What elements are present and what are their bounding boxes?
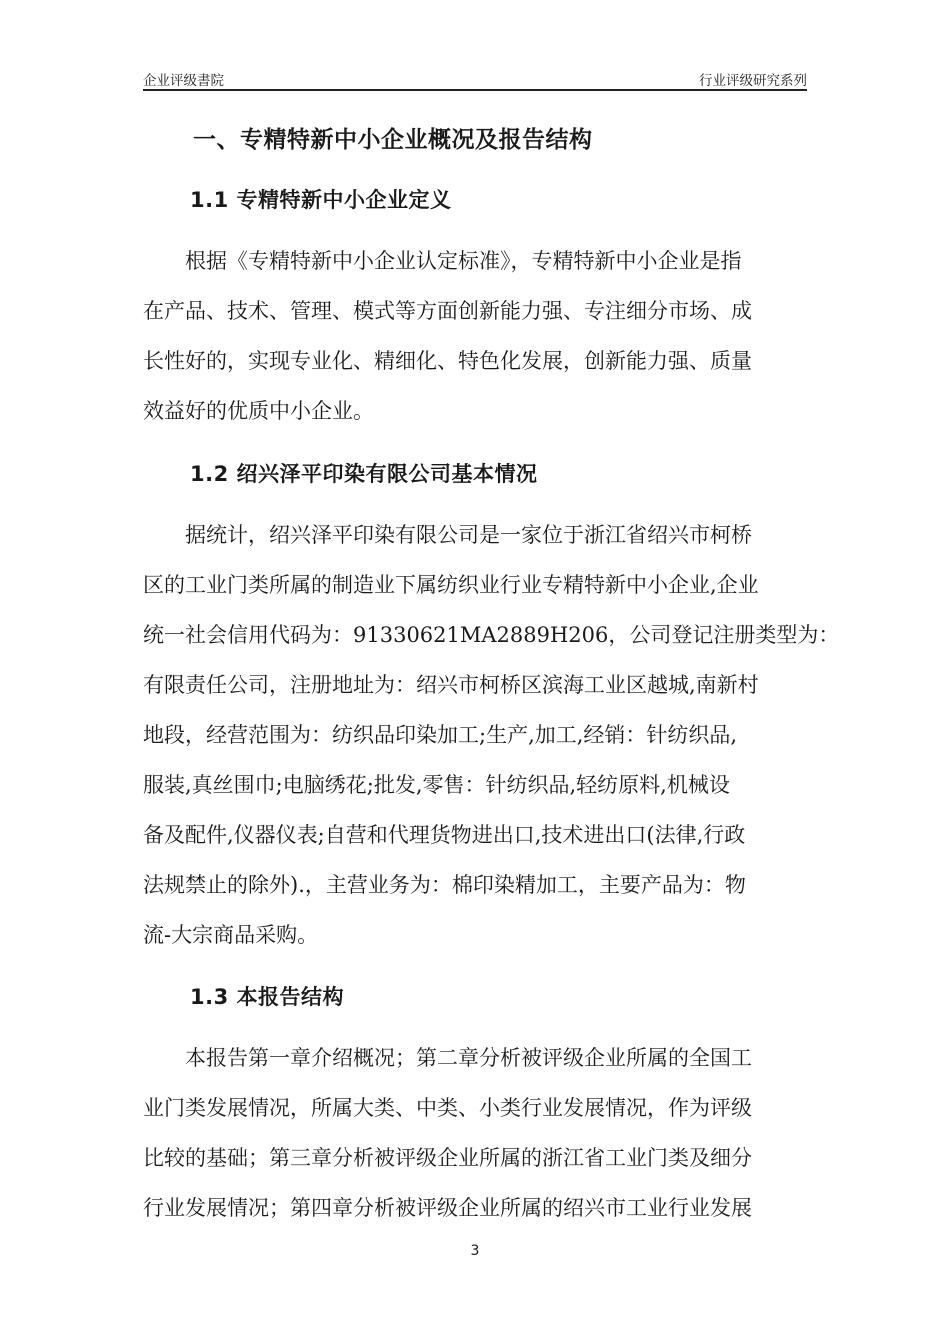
paragraph-line: 长性好的，实现专业化、精细化、特色化发展，创新能力强、质量 xyxy=(143,349,752,373)
paragraph-line: 据统计，绍兴泽平印染有限公司是一家位于浙江省绍兴市柯桥 xyxy=(185,523,752,547)
header-left-title: 企业评级書院 xyxy=(143,73,224,89)
page-header xyxy=(143,67,807,91)
paragraph-line: 统一社会信用代码为：91330621MA2889H206，公司登记注册类型为： xyxy=(143,623,840,647)
section-heading-1-2: 1.2 绍兴泽平印染有限公司基本情况 xyxy=(190,462,538,486)
paragraph-line: 法规禁止的除外).，主营业务为：棉印染精加工，主要产品为：物 xyxy=(143,873,746,897)
section-heading-1-1: 1.1 专精特新中小企业定义 xyxy=(190,188,452,212)
header-right-title: 行业评级研究系列 xyxy=(699,73,807,89)
paragraph-line: 区的工业门类所属的制造业下属纺织业行业专精特新中小企业,企业 xyxy=(143,573,759,597)
chapter-title: 一、专精特新中小企业概况及报告结构 xyxy=(193,127,593,153)
paragraph-line: 流-大宗商品采购。 xyxy=(143,923,319,947)
section-body-1-3 xyxy=(143,1033,807,1233)
paragraph-line: 业门类发展情况，所属大类、中类、小类行业发展情况，作为评级 xyxy=(143,1096,752,1120)
paragraph-line: 本报告第一章介绍概况；第二章分析被评级企业所属的全国工 xyxy=(185,1046,752,1070)
paragraph-line: 地段，经营范围为：纺织品印染加工;生产,加工,经销：针纺织品, xyxy=(143,723,738,747)
paragraph-line: 服装,真丝围巾;电脑绣花;批发,零售：针纺织品,轻纺原料,机械设 xyxy=(143,773,730,797)
paragraph-line: 行业发展情况；第四章分析被评级企业所属的绍兴市工业行业发展 xyxy=(143,1196,752,1220)
section-heading-1-3: 1.3 本报告结构 xyxy=(190,985,345,1009)
paragraph-line: 比较的基础；第三章分析被评级企业所属的浙江省工业门类及细分 xyxy=(143,1146,752,1170)
section-body-1-2 xyxy=(143,510,840,960)
page-number: 3 xyxy=(470,1243,480,1259)
paragraph-line: 备及配件,仪器仪表;自营和代理货物进出口,技术进出口(法律,行政 xyxy=(143,823,746,847)
paragraph-line: 效益好的优质中小企业。 xyxy=(143,399,374,423)
paragraph-line: 在产品、技术、管理、模式等方面创新能力强、专注细分市场、成 xyxy=(143,299,752,323)
paragraph-line: 根据《专精特新中小企业认定标准》，专精特新中小企业是指 xyxy=(185,249,742,273)
section-body-1-1 xyxy=(143,236,807,436)
paragraph-line: 有限责任公司，注册地址为：绍兴市柯桥区滨海工业区越城,南新村 xyxy=(143,673,759,697)
